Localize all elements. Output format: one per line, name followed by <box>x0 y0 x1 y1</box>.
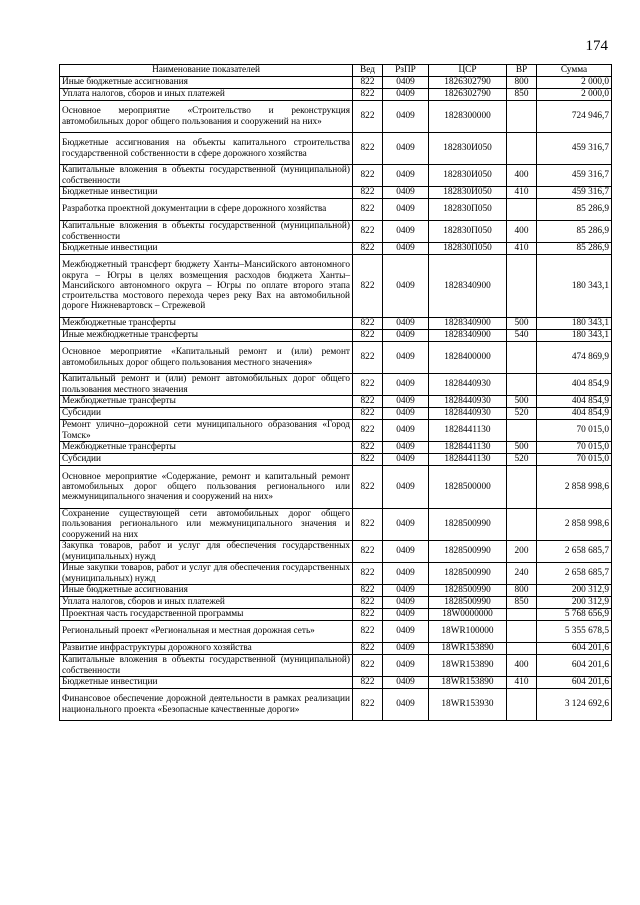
page-number: 174 <box>585 38 608 54</box>
row-ved: 822 <box>353 221 383 243</box>
row-rzpr: 0409 <box>383 408 429 420</box>
row-vr: 400 <box>507 655 537 677</box>
table-row <box>60 689 612 721</box>
row-vr <box>507 199 537 221</box>
row-sum: 2 000,0 <box>537 89 612 101</box>
row-name: Основное мероприятие «Содержание, ремонт и капитальный ремонт автомобильных дорог общего пользования регионального или межмуниципального значения и сооружений на них» <box>60 466 353 509</box>
row-ved: 822 <box>353 420 383 442</box>
row-sum: 604 201,6 <box>537 643 612 655</box>
row-rzpr: 0409 <box>383 101 429 133</box>
row-rzpr: 0409 <box>383 689 429 721</box>
row-ved: 822 <box>353 655 383 677</box>
row-ved: 822 <box>353 89 383 101</box>
row-sum: 2 858 998,6 <box>537 509 612 541</box>
table-row <box>60 454 612 466</box>
row-rzpr: 0409 <box>383 199 429 221</box>
row-sum: 200 312,9 <box>537 597 612 609</box>
row-name: Межбюджетный трансферт бюджету Ханты–Мансийского автономного округа – Югры в целях возмещения расходов бюджета Ханты–Мансийского автономного округа – Югры по оплате второго этапа строительства мостового перехода через реку Вах на автомобильной дороге Нижневартовск – Стрежевой <box>60 255 353 318</box>
row-vr: 400 <box>507 221 537 243</box>
row-csr: 18WR153890 <box>429 643 507 655</box>
row-sum: 3 124 692,6 <box>537 689 612 721</box>
table-row <box>60 101 612 133</box>
row-name: Основное мероприятие «Капитальный ремонт и (или) ремонт автомобильных дорог общего пользования местного значения» <box>60 342 353 374</box>
row-vr <box>507 609 537 621</box>
row-name: Капитальные вложения в объекты государственной (муниципальной) собственности <box>60 655 353 677</box>
row-vr <box>507 255 537 318</box>
row-csr: 1828400000 <box>429 342 507 374</box>
table-row <box>60 133 612 165</box>
header-csr: ЦСР <box>429 65 507 77</box>
row-ved: 822 <box>353 563 383 585</box>
table-row <box>60 199 612 221</box>
row-csr: 182830П050 <box>429 221 507 243</box>
table-row <box>60 374 612 396</box>
row-rzpr: 0409 <box>383 77 429 89</box>
row-csr: 1828500990 <box>429 509 507 541</box>
header-ved: Вед <box>353 65 383 77</box>
row-vr: 500 <box>507 318 537 330</box>
row-rzpr: 0409 <box>383 396 429 408</box>
row-ved: 822 <box>353 330 383 342</box>
row-ved: 822 <box>353 243 383 255</box>
table-row <box>60 318 612 330</box>
row-vr: 200 <box>507 541 537 563</box>
table-row <box>60 609 612 621</box>
table-row <box>60 621 612 643</box>
row-rzpr: 0409 <box>383 563 429 585</box>
row-sum: 2 858 998,6 <box>537 466 612 509</box>
row-vr: 500 <box>507 442 537 454</box>
row-csr: 1828340900 <box>429 330 507 342</box>
row-vr <box>507 133 537 165</box>
row-csr: 1828500990 <box>429 597 507 609</box>
row-vr <box>507 509 537 541</box>
row-csr: 18WR153930 <box>429 689 507 721</box>
table-row <box>60 255 612 318</box>
table-row <box>60 408 612 420</box>
row-csr: 18WR153890 <box>429 677 507 689</box>
row-ved: 822 <box>353 133 383 165</box>
row-sum: 404 854,9 <box>537 396 612 408</box>
table-row <box>60 420 612 442</box>
row-csr: 1826302790 <box>429 89 507 101</box>
row-sum: 85 286,9 <box>537 199 612 221</box>
row-sum: 474 869,9 <box>537 342 612 374</box>
row-ved: 822 <box>353 342 383 374</box>
header-sum: Сумма <box>537 65 612 77</box>
row-csr: 1828300000 <box>429 101 507 133</box>
row-rzpr: 0409 <box>383 221 429 243</box>
row-ved: 822 <box>353 396 383 408</box>
row-rzpr: 0409 <box>383 89 429 101</box>
row-name: Межбюджетные трансферты <box>60 442 353 454</box>
row-ved: 822 <box>353 597 383 609</box>
row-rzpr: 0409 <box>383 466 429 509</box>
table-row <box>60 77 612 89</box>
row-name: Финансовое обеспечение дорожной деятельности в рамках реализации национального проекта «Безопасные качественные дороги» <box>60 689 353 721</box>
row-ved: 822 <box>353 442 383 454</box>
row-sum: 459 316,7 <box>537 165 612 187</box>
row-csr: 1828500990 <box>429 585 507 597</box>
row-csr: 1828441130 <box>429 420 507 442</box>
row-sum: 85 286,9 <box>537 243 612 255</box>
row-name: Капитальные вложения в объекты государственной (муниципальной) собственности <box>60 165 353 187</box>
row-name: Закупка товаров, работ и услуг для обеспечения государственных (муниципальных) нужд <box>60 541 353 563</box>
table-row <box>60 89 612 101</box>
row-rzpr: 0409 <box>383 621 429 643</box>
table-row <box>60 342 612 374</box>
row-csr: 18W0000000 <box>429 609 507 621</box>
row-sum: 5 768 656,9 <box>537 609 612 621</box>
row-vr: 520 <box>507 408 537 420</box>
row-vr: 850 <box>507 597 537 609</box>
row-sum: 2 658 685,7 <box>537 563 612 585</box>
row-vr: 500 <box>507 396 537 408</box>
row-csr: 1826302790 <box>429 77 507 89</box>
row-csr: 182830И050 <box>429 187 507 199</box>
row-sum: 85 286,9 <box>537 221 612 243</box>
row-name: Разработка проектной документации в сфере дорожного хозяйства <box>60 199 353 221</box>
row-name: Иные бюджетные ассигнования <box>60 585 353 597</box>
row-name: Бюджетные инвестиции <box>60 187 353 199</box>
row-ved: 822 <box>353 609 383 621</box>
table-row <box>60 509 612 541</box>
row-vr: 410 <box>507 187 537 199</box>
table-header-row <box>60 65 612 77</box>
row-ved: 822 <box>353 255 383 318</box>
row-vr <box>507 621 537 643</box>
row-rzpr: 0409 <box>383 454 429 466</box>
row-vr: 240 <box>507 563 537 585</box>
row-name: Межбюджетные трансферты <box>60 318 353 330</box>
row-ved: 822 <box>353 187 383 199</box>
row-name: Субсидии <box>60 408 353 420</box>
row-name: Основное мероприятие «Строительство и реконструкция автомобильных дорог общего пользования и сооружений на них» <box>60 101 353 133</box>
header-rzpr: РзПР <box>383 65 429 77</box>
row-rzpr: 0409 <box>383 541 429 563</box>
row-name: Иные межбюджетные трансферты <box>60 330 353 342</box>
row-rzpr: 0409 <box>383 133 429 165</box>
row-vr: 520 <box>507 454 537 466</box>
row-ved: 822 <box>353 101 383 133</box>
table-row <box>60 563 612 585</box>
table-row <box>60 221 612 243</box>
row-rzpr: 0409 <box>383 374 429 396</box>
row-ved: 822 <box>353 509 383 541</box>
row-sum: 180 343,1 <box>537 330 612 342</box>
row-vr <box>507 420 537 442</box>
row-csr: 182830П050 <box>429 199 507 221</box>
row-sum: 724 946,7 <box>537 101 612 133</box>
table-row <box>60 466 612 509</box>
row-csr: 182830П050 <box>429 243 507 255</box>
table-row <box>60 585 612 597</box>
row-rzpr: 0409 <box>383 330 429 342</box>
row-name: Иные закупки товаров, работ и услуг для обеспечения государственных (муниципальных) нужд <box>60 563 353 585</box>
row-csr: 1828440930 <box>429 396 507 408</box>
row-name: Развитие инфраструктуры дорожного хозяйства <box>60 643 353 655</box>
row-sum: 404 854,9 <box>537 408 612 420</box>
row-vr <box>507 643 537 655</box>
row-rzpr: 0409 <box>383 342 429 374</box>
budget-table <box>59 64 612 721</box>
row-rzpr: 0409 <box>383 597 429 609</box>
row-sum: 404 854,9 <box>537 374 612 396</box>
row-sum: 180 343,1 <box>537 318 612 330</box>
row-vr <box>507 101 537 133</box>
table-row <box>60 597 612 609</box>
row-sum: 180 343,1 <box>537 255 612 318</box>
row-rzpr: 0409 <box>383 677 429 689</box>
row-name: Межбюджетные трансферты <box>60 396 353 408</box>
row-vr: 800 <box>507 585 537 597</box>
row-vr: 800 <box>507 77 537 89</box>
row-rzpr: 0409 <box>383 509 429 541</box>
row-ved: 822 <box>353 77 383 89</box>
row-sum: 5 355 678,5 <box>537 621 612 643</box>
row-rzpr: 0409 <box>383 187 429 199</box>
table-row <box>60 396 612 408</box>
row-name: Сохранение существующей сети автомобильных дорог общего пользования регионального или межмуниципального значения и сооружений на них <box>60 509 353 541</box>
row-ved: 822 <box>353 374 383 396</box>
row-csr: 1828440930 <box>429 374 507 396</box>
row-ved: 822 <box>353 689 383 721</box>
row-csr: 1828500990 <box>429 563 507 585</box>
row-csr: 1828441130 <box>429 442 507 454</box>
row-sum: 459 316,7 <box>537 133 612 165</box>
table-row <box>60 541 612 563</box>
row-vr: 410 <box>507 677 537 689</box>
row-rzpr: 0409 <box>383 243 429 255</box>
row-name: Проектная часть государственной программы <box>60 609 353 621</box>
row-rzpr: 0409 <box>383 609 429 621</box>
row-csr: 1828500000 <box>429 466 507 509</box>
row-ved: 822 <box>353 621 383 643</box>
row-ved: 822 <box>353 541 383 563</box>
header-name: Наименование показателей <box>60 65 353 77</box>
row-ved: 822 <box>353 408 383 420</box>
row-name: Бюджетные инвестиции <box>60 243 353 255</box>
row-csr: 1828500990 <box>429 541 507 563</box>
row-vr: 410 <box>507 243 537 255</box>
row-vr <box>507 466 537 509</box>
row-csr: 1828340900 <box>429 318 507 330</box>
row-name: Региональный проект «Региональная и местная дорожная сеть» <box>60 621 353 643</box>
row-ved: 822 <box>353 585 383 597</box>
row-vr <box>507 342 537 374</box>
table-row <box>60 655 612 677</box>
header-vr: ВР <box>507 65 537 77</box>
row-csr: 18WR153890 <box>429 655 507 677</box>
table-row <box>60 677 612 689</box>
row-name: Уплата налогов, сборов и иных платежей <box>60 89 353 101</box>
row-csr: 1828340900 <box>429 255 507 318</box>
row-rzpr: 0409 <box>383 255 429 318</box>
row-name: Ремонт улично–дорожной сети муниципального образования «Город Томск» <box>60 420 353 442</box>
table-row <box>60 243 612 255</box>
row-rzpr: 0409 <box>383 442 429 454</box>
row-name: Субсидии <box>60 454 353 466</box>
row-name: Капитальные вложения в объекты государственной (муниципальной) собственности <box>60 221 353 243</box>
row-csr: 182830И050 <box>429 133 507 165</box>
row-ved: 822 <box>353 318 383 330</box>
row-sum: 604 201,6 <box>537 655 612 677</box>
row-rzpr: 0409 <box>383 165 429 187</box>
row-vr <box>507 689 537 721</box>
row-ved: 822 <box>353 454 383 466</box>
row-ved: 822 <box>353 199 383 221</box>
row-sum: 459 316,7 <box>537 187 612 199</box>
table-row <box>60 643 612 655</box>
row-rzpr: 0409 <box>383 585 429 597</box>
row-name: Уплата налогов, сборов и иных платежей <box>60 597 353 609</box>
table-row <box>60 442 612 454</box>
row-rzpr: 0409 <box>383 420 429 442</box>
row-ved: 822 <box>353 677 383 689</box>
table-row <box>60 330 612 342</box>
row-ved: 822 <box>353 643 383 655</box>
row-rzpr: 0409 <box>383 318 429 330</box>
table-row <box>60 187 612 199</box>
table-body <box>60 77 612 721</box>
row-csr: 182830И050 <box>429 165 507 187</box>
row-name: Капитальный ремонт и (или) ремонт автомобильных дорог общего пользования местного значения <box>60 374 353 396</box>
row-sum: 2 000,0 <box>537 77 612 89</box>
row-sum: 2 658 685,7 <box>537 541 612 563</box>
row-sum: 70 015,0 <box>537 454 612 466</box>
row-sum: 200 312,9 <box>537 585 612 597</box>
row-vr <box>507 374 537 396</box>
row-rzpr: 0409 <box>383 643 429 655</box>
row-sum: 70 015,0 <box>537 442 612 454</box>
row-sum: 604 201,6 <box>537 677 612 689</box>
row-name: Бюджетные ассигнования на объекты капитального строительства государственной собственности в сфере дорожного хозяйства <box>60 133 353 165</box>
row-name: Иные бюджетные ассигнования <box>60 77 353 89</box>
row-rzpr: 0409 <box>383 655 429 677</box>
row-sum: 70 015,0 <box>537 420 612 442</box>
row-ved: 822 <box>353 466 383 509</box>
row-csr: 1828441130 <box>429 454 507 466</box>
row-csr: 1828440930 <box>429 408 507 420</box>
row-name: Бюджетные инвестиции <box>60 677 353 689</box>
row-csr: 18WR100000 <box>429 621 507 643</box>
row-vr: 400 <box>507 165 537 187</box>
row-ved: 822 <box>353 165 383 187</box>
row-vr: 850 <box>507 89 537 101</box>
row-vr: 540 <box>507 330 537 342</box>
table-row <box>60 165 612 187</box>
